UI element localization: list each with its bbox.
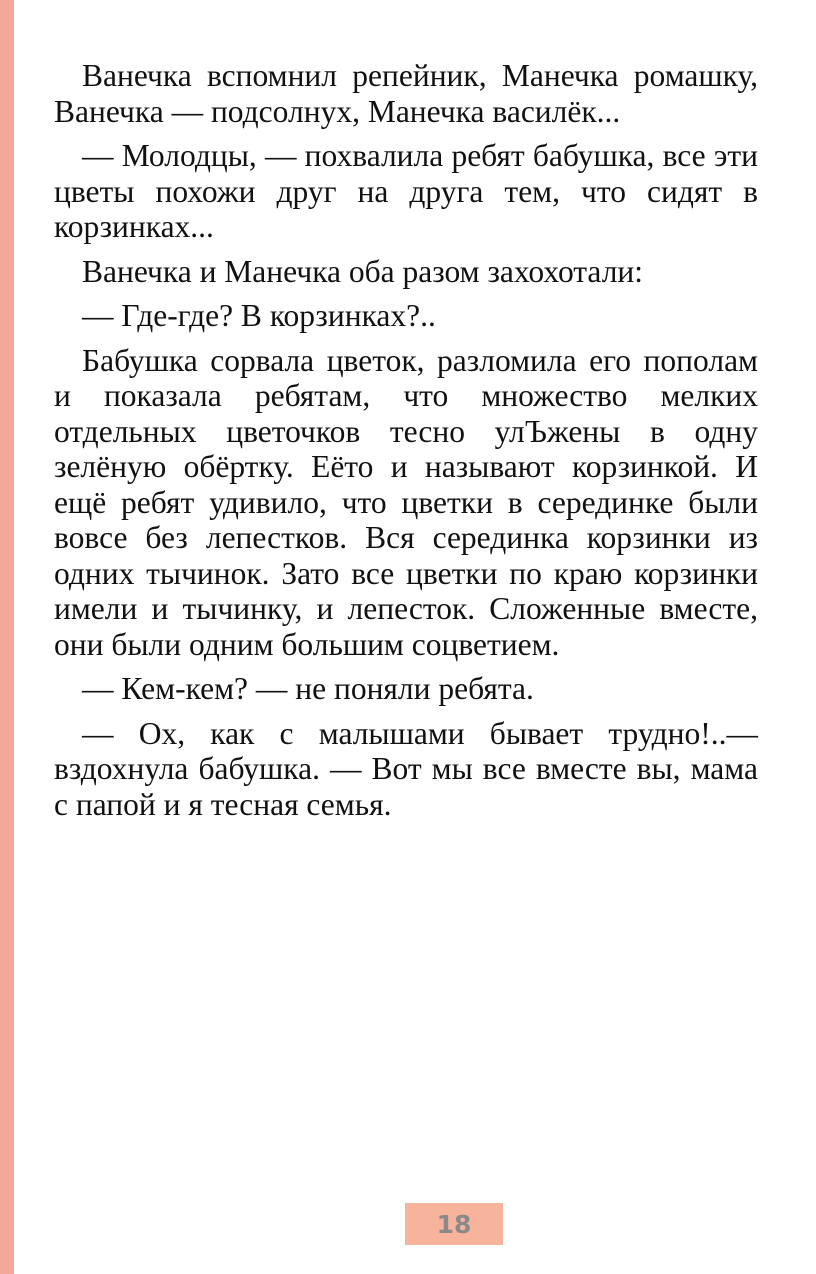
paragraph-7: — Ох, как с малышами бывает трудно!..— вздохнула бабушка. — Вот мы все вместе вы, мама с папой и я тесная семья. <box>54 715 758 822</box>
left-accent-strip <box>0 0 14 1274</box>
paragraph-1: Ванечка вспомнил репейник, Манечка ромашку, Ванечка — подсолнух, Манечка василёк... <box>54 58 758 129</box>
paragraph-6: — Кем-кем? — не поняли ребята. <box>82 671 534 706</box>
page-number: 18 <box>436 1209 472 1239</box>
paragraph-5: Бабушка сорвала цветок, разломила его пополам и показала ребятам, что множество мелких отдельных цветочков тесно улЪжены в одну зелёную обёртку. Еёто и называют корзинкой. И ещё ребят удивило, что цветки в серединке были вовсе без лепестков. Вся серединка корзинки из одних тычинок. Зато все цветки по краю корзинки имели и тычинку, и лепесток. Сложенные вместе, они были одним большим соцветием. <box>54 342 758 662</box>
page-number-badge <box>405 1203 503 1245</box>
paragraph-3: Ванечка и Манечка оба разом захохотали: <box>82 253 644 289</box>
paragraph-4: — Где-где? В корзинках?.. <box>82 298 436 333</box>
paragraph-2: — Молодцы, — похвалила ребят бабушка, все эти цветы похожи друг на друга тем, что сидят в корзинках... <box>54 138 758 244</box>
story-text <box>54 58 758 831</box>
